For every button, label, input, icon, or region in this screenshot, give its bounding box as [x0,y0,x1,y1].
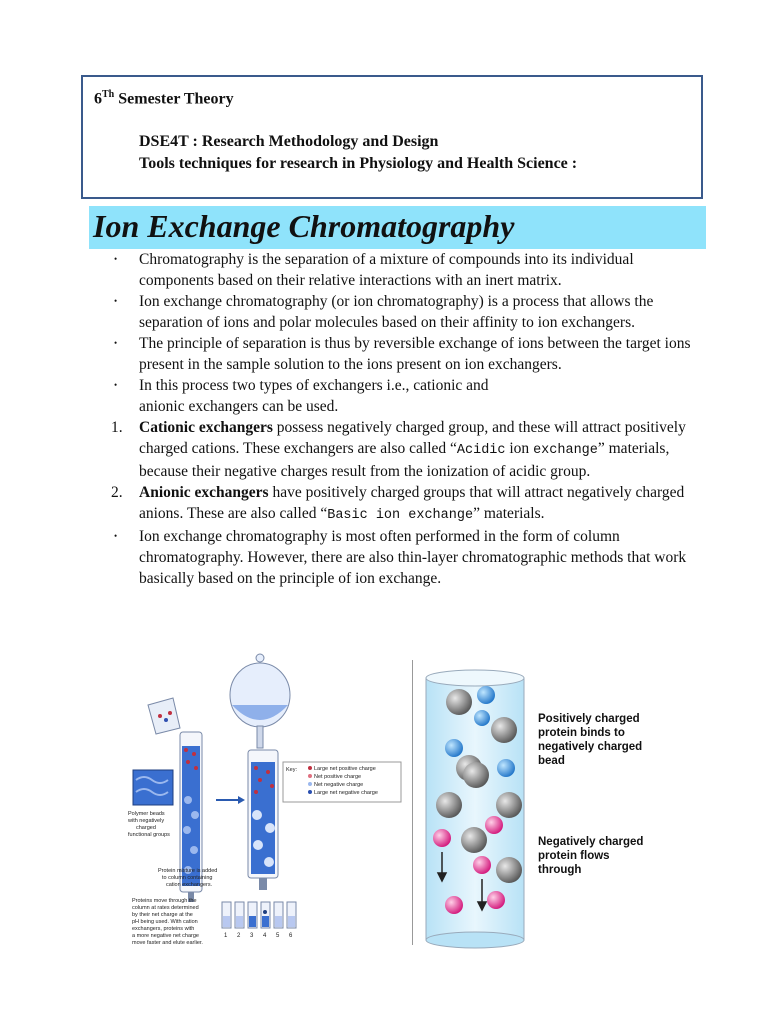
svg-text:through: through [538,864,582,876]
polymer-label [128,811,170,838]
svg-text:with negatively: with negatively [128,818,165,824]
svg-text:5: 5 [276,933,280,939]
list-item: • Ion exchange chromatography (or ion chromatography) is a process that allows the separation of ions and polar molecules based on their affinity to ion exchangers. [114,293,654,331]
polymer-inset [133,770,173,805]
binding-label [538,713,642,767]
term-cationic: Cationic exchangers [139,419,273,436]
svg-text:by their net charge at the: by their net charge at the [132,912,193,918]
svg-text:negatively charged: negatively charged [538,741,643,753]
funnel-icon [230,654,290,748]
protein-label [158,868,217,888]
svg-text:move faster and elute earlier.: move faster and elute earlier. [132,940,203,946]
svg-text:column at rates determined: column at rates determined [132,905,199,911]
svg-text:charged: charged [136,825,156,831]
bullet: • [114,531,118,541]
svg-text:Large net positive charge: Large net positive charge [314,766,376,772]
svg-text:protein flows: protein flows [538,850,610,862]
semester-heading: 6Th Semester Theory [94,89,234,108]
numbered-item-anionic: 2. Anionic exchangers have positively charged groups that will attract negatively charged anions. These are also called “Basic ion exchange” materials. [111,484,685,523]
list-item: • In this process two types of exchangers i.e., cationic and anionic exchangers can be used. [114,377,489,415]
flow-label [538,836,643,876]
svg-text:1: 1 [224,933,228,939]
list-item: • The principle of separation is thus by reversible exchange of ions between the target ions present in the sample solution to the ions present on ion exchangers. [114,335,691,373]
list-item: • Ion exchange chromatography is most often performed in the form of column chromatography. However, there are also thin-layer chromatographic methods that work basically based on the principle of ion exchange. [114,528,687,587]
page-title: Ion Exchange Chromatography [93,208,515,244]
column-tube-right [248,750,278,890]
svg-text:to column containing: to column containing [162,875,213,881]
beaker-icon [148,698,180,734]
list-item: • Chromatography is the separation of a mixture of compounds into its individual components based on their relative interactions with an inert matrix. [114,251,634,289]
svg-text:protein binds to: protein binds to [538,727,625,739]
svg-text:a more negative net charge: a more negative net charge [132,933,199,939]
figure-key [283,762,401,802]
body-list [108,249,698,589]
collection-tubes [222,902,296,939]
arrow-icon [216,796,245,804]
svg-text:Key:: Key: [286,767,298,773]
moves-label [132,898,203,946]
svg-text:3: 3 [250,933,254,939]
svg-text:pH being used. With cation: pH being used. With cation [132,919,198,925]
svg-text:bead: bead [538,755,565,767]
svg-text:Positively charged: Positively charged [538,713,640,725]
svg-text:exchangers, proteins with: exchangers, proteins with [132,926,195,932]
svg-text:functional groups: functional groups [128,832,170,838]
item-number: 1. [111,419,123,436]
svg-text:Protein mixture is added: Protein mixture is added [158,868,218,874]
item-number: 2. [111,484,123,501]
title-band [89,206,706,249]
bullet: • [114,296,118,306]
svg-text:6: 6 [289,933,293,939]
bullet: • [114,338,118,348]
svg-text:Large net negative charge: Large net negative charge [314,790,378,796]
header-box [81,75,703,199]
column-chromatography-figure [128,650,410,950]
bead-binding-figure [414,660,676,950]
bullet: • [114,380,118,390]
svg-text:Net negative charge: Net negative charge [314,782,364,788]
term-anionic: Anionic exchangers [139,484,269,501]
course-subtitle: Tools techniques for research in Physiology and Health Science : [139,155,578,172]
svg-text:Proteins move through the: Proteins move through the [132,898,197,904]
bullet: • [114,254,118,264]
svg-text:2: 2 [237,933,241,939]
figure-divider [412,660,413,945]
course-title: DSE4T : Research Methodology and Design [139,133,439,150]
svg-text:Net positive charge: Net positive charge [314,774,362,780]
svg-text:Polymer beads: Polymer beads [128,811,165,817]
numbered-item-cationic: 1. Cationic exchangers possess negatively charged group, and these will attract positively charged cations. These exchangers are also called “Acidic ion exchange” materials, because their negative charges result from the ionization of acidic group. [111,419,686,480]
svg-text:cation exchangers.: cation exchangers. [166,882,213,888]
svg-text:Negatively charged: Negatively charged [538,836,644,848]
svg-text:4: 4 [263,933,267,939]
